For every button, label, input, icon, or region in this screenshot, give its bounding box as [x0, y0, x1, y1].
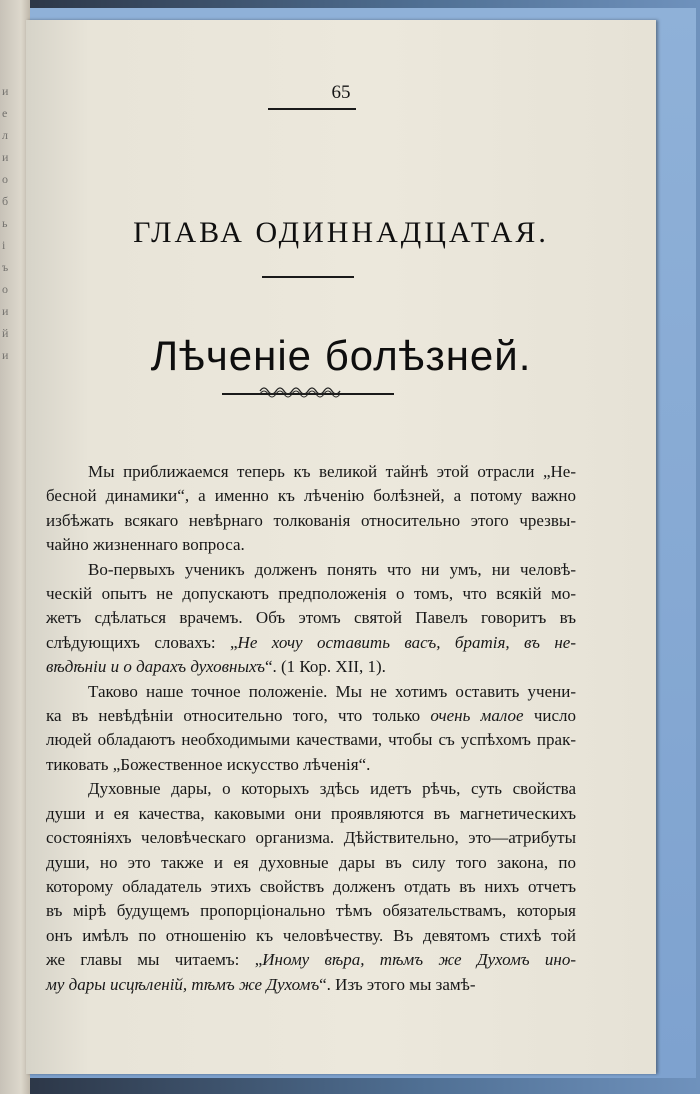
spine-line: ь — [2, 216, 8, 230]
page-number-rule — [268, 108, 356, 110]
paragraph — [46, 558, 576, 680]
text-line: онъ имѣлъ по отношенію къ человѣчеству. Въ девятомъ стихѣ той — [46, 925, 576, 945]
text-line — [46, 704, 576, 728]
spine-line: й — [2, 326, 9, 340]
spine-line: б — [2, 194, 9, 208]
text-fragment: “. Изъ этого мы замѣ- — [319, 974, 476, 994]
italic-quote: Иному вѣра, тѣмъ же Духомъ ино- — [262, 950, 577, 970]
italic-quote: Не хочу оставить васъ, братія, въ не- — [237, 632, 577, 652]
spine-line: и — [2, 150, 9, 164]
text-line: въ мірѣ будущемъ пропорціонально тѣмъ обязательствамъ, которыя — [46, 901, 576, 921]
ornament-flourish-icon — [258, 383, 348, 399]
italic-phrase: очень малое — [430, 706, 524, 726]
previous-page-text — [2, 80, 24, 430]
text-line: людей обладаютъ необходимыми качествами, чтобы съ успѣхомъ прак- — [46, 730, 576, 750]
text-line: бесной динамики“, а именно къ лѣченію болѣзней, а потому важно — [46, 486, 576, 506]
text-fragment: число — [533, 706, 577, 726]
text-line: жетъ сдѣлаться врачемъ. Объ этомъ святой Павелъ говоритъ въ — [46, 608, 576, 628]
text-line: тиковать „Божественное искусство лѣченія“. — [46, 754, 371, 774]
text-line: которому обладатель этихъ свойствъ долженъ отдать въ нихъ отчетъ — [46, 876, 576, 896]
chapter-heading: ГЛАВА ОДИННАДЦАТАЯ. — [133, 216, 549, 249]
body-text — [46, 460, 576, 997]
spine-line: ъ — [2, 260, 9, 274]
quote-mark: „ — [230, 632, 238, 652]
spine-line: і — [2, 238, 6, 252]
text-line — [46, 973, 576, 997]
text-line: Духовные дары, о которыхъ здѣсь идетъ рѣчь, суть свойства — [88, 779, 576, 799]
paragraph — [46, 680, 576, 778]
text-line — [46, 655, 576, 679]
text-fragment: ка въ невѣдѣніи относительно того, что только — [46, 706, 421, 726]
paragraph — [46, 460, 576, 558]
text-line: души, но это также и ея духовные дары въ силу того закона, по — [46, 852, 576, 872]
text-line: чайно жизненнаго вопроса. — [46, 535, 245, 555]
section-title: Лѣченіе болѣзней. — [150, 332, 532, 379]
text-fragment: слѣдующихъ словахъ: — [46, 632, 216, 652]
text-line: ческій опытъ не допускаютъ предположенія о томъ, что всякій мо- — [46, 584, 576, 604]
spine-line: о — [2, 282, 8, 296]
italic-quote: му дары исцѣленій, тѣмъ же Духомъ — [46, 974, 320, 994]
text-line: Во-первыхъ ученикъ долженъ понять что ни умъ, ни человѣ- — [88, 559, 576, 579]
spine-line: л — [2, 128, 8, 142]
spine-line: и — [2, 304, 9, 318]
text-fragment: же главы мы читаемъ: — [46, 950, 240, 970]
text-line: Мы приближаемся теперь къ великой тайнѣ этой отрасли „Не- — [88, 462, 576, 481]
spine-line: е — [2, 106, 8, 120]
paragraph — [46, 777, 576, 997]
quote-mark: „ — [254, 950, 263, 970]
text-line: избѣжать всякаго невѣрнаго толкованія относительно этого чрезвы- — [46, 510, 576, 530]
italic-quote: вѣдѣніи и о дарахъ духовныхъ — [46, 657, 265, 677]
chapter-rule — [262, 276, 354, 278]
spine-line: и — [2, 84, 9, 98]
text-fragment: “. (1 Кор. XII, 1). — [264, 657, 386, 677]
book-page — [26, 20, 656, 1074]
text-line — [46, 631, 576, 655]
text-line: Таково наше точное положеніе. Мы не хотимъ оставить учени- — [88, 681, 576, 701]
text-line: души и ея качества, каковыми они проявляются въ магнетическихъ — [46, 803, 576, 823]
page-number: 65 — [331, 82, 351, 103]
text-line: состояніяхъ человѣческаго организма. Дѣйствительно, это—атрибуты — [46, 828, 576, 848]
text-line — [46, 948, 576, 972]
spine-line: о — [2, 172, 8, 186]
spine-line: и — [2, 348, 9, 362]
